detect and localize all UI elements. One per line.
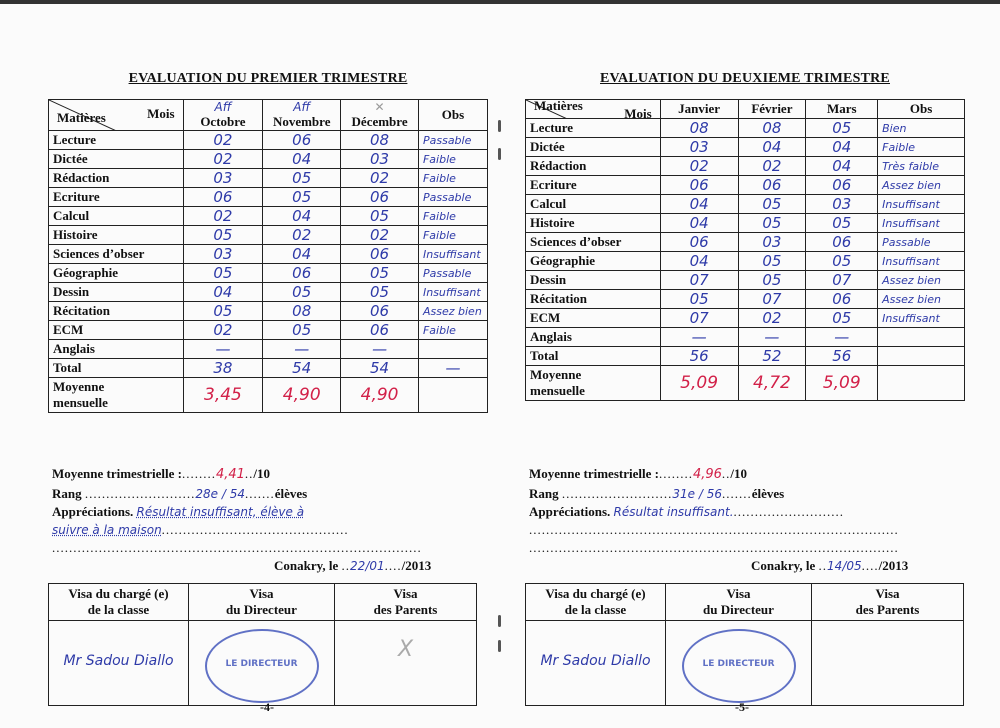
grade-cell: 04 — [660, 252, 738, 271]
table-row — [49, 283, 488, 302]
grade-cell: 07 — [806, 271, 878, 290]
grade-cell: 06 — [263, 131, 341, 150]
subject-label: Dictée — [49, 150, 184, 169]
subject-label: Rédaction — [49, 169, 184, 188]
grade-cell: 04 — [183, 283, 263, 302]
obs-cell: Passable — [878, 233, 965, 252]
grade-cell: 05 — [183, 226, 263, 245]
month-mark: ✕ — [374, 100, 385, 114]
visa-table — [525, 583, 964, 706]
grade-cell: 05 — [738, 214, 806, 233]
grade-cell: 03 — [738, 233, 806, 252]
parent-signature: X — [335, 621, 477, 706]
binder-mark — [498, 615, 501, 627]
moyenne-row: Moyenne mensuelle 5,09 4,72 5,09 — [526, 366, 965, 401]
grade-cell: 04 — [738, 138, 806, 157]
month-header: Aff Octobre — [183, 100, 263, 131]
grade-cell: 05 — [341, 264, 419, 283]
subject-label: Lecture — [49, 131, 184, 150]
obs-cell: Bien — [878, 119, 965, 138]
binder-mark — [498, 640, 501, 652]
grade-cell: 02 — [183, 150, 263, 169]
grade-cell: 06 — [183, 188, 263, 207]
grade-cell: 05 — [263, 283, 341, 302]
obs-header: Obs — [878, 100, 965, 119]
table-row — [526, 157, 965, 176]
subject-label: Rédaction — [526, 157, 661, 176]
section-title: EVALUATION DU PREMIER TRIMESTRE — [128, 71, 408, 86]
matieres-label: Matières — [534, 99, 583, 113]
header-diagonal-cell — [49, 100, 184, 131]
grade-cell: 05 — [738, 252, 806, 271]
obs-cell: Passable — [418, 131, 487, 150]
grade-cell: 05 — [263, 169, 341, 188]
obs-cell: Passable — [418, 188, 487, 207]
page-number: -5- — [735, 700, 749, 714]
grade-cell: 05 — [806, 214, 878, 233]
grade-cell: 03 — [183, 245, 263, 264]
grade-rows — [526, 119, 965, 347]
obs-cell: Assez bien — [878, 290, 965, 309]
matieres-label: Matières — [57, 110, 106, 125]
appreciations-line2: suivre à la maison............................................ — [52, 522, 349, 537]
table-row — [526, 195, 965, 214]
subject-label: Histoire — [526, 214, 661, 233]
subject-label: Histoire — [49, 226, 184, 245]
grade-cell: 03 — [341, 150, 419, 169]
visa-teacher-header: Visa du chargé (e) de la classe — [526, 584, 666, 621]
table-row — [49, 302, 488, 321]
rang: Rang ..........................31e / 56.......élèves — [529, 486, 785, 501]
grade-cell: 05 — [738, 195, 806, 214]
mois-label: Mois — [147, 106, 175, 121]
subject-label: Dessin — [526, 271, 661, 290]
visa-director-header: Visa du Directeur — [189, 584, 335, 621]
appreciations: Appréciations. Résultat insuffisant........................... — [529, 504, 845, 519]
table-row — [49, 340, 488, 359]
binder-mark — [498, 120, 501, 132]
grade-cell: 05 — [263, 321, 341, 340]
mois-label: Mois — [624, 106, 652, 119]
subject-label: Ecriture — [49, 188, 184, 207]
subject-label: Récitation — [49, 302, 184, 321]
grade-cell: 02 — [738, 157, 806, 176]
grade-cell: 06 — [341, 302, 419, 321]
obs-cell: Faible — [418, 207, 487, 226]
moyenne-trimestrielle: Moyenne trimestrielle :........4,41../10 — [52, 466, 271, 482]
grade-cell: 04 — [806, 138, 878, 157]
grade-cell: 06 — [806, 176, 878, 195]
obs-cell: Très faible — [878, 157, 965, 176]
grade-cell: 05 — [738, 271, 806, 290]
page-left — [48, 0, 488, 728]
subject-label: Géographie — [526, 252, 661, 271]
moyenne-row: Moyenne mensuelle 3,45 4,90 4,90 — [49, 378, 488, 413]
grade-cell: — — [660, 328, 738, 347]
date: Conakry, le ..22/01..../2013 — [274, 558, 432, 573]
table-row — [526, 176, 965, 195]
grade-cell: 06 — [660, 233, 738, 252]
grade-cell: 02 — [183, 321, 263, 340]
grade-cell: 08 — [738, 119, 806, 138]
rang: Rang ..........................28e / 54.......élèves — [52, 486, 308, 501]
appreciations: Appréciations. Résultat insuffisant, élève à — [52, 504, 305, 519]
grade-cell: — — [341, 340, 419, 359]
subject-label: Anglais — [49, 340, 184, 359]
table-row — [49, 321, 488, 340]
grade-cell: 02 — [183, 207, 263, 226]
subject-label: Récitation — [526, 290, 661, 309]
grade-cell: 08 — [263, 302, 341, 321]
table-row — [49, 150, 488, 169]
page-right — [525, 0, 965, 728]
obs-cell: Insuffisant — [418, 245, 487, 264]
grade-cell: 08 — [341, 131, 419, 150]
obs-cell: Faible — [418, 321, 487, 340]
obs-cell: Insuffisant — [418, 283, 487, 302]
binder-mark — [498, 148, 501, 160]
obs-cell: Assez bien — [878, 176, 965, 195]
subject-label: Sciences d’obser — [49, 245, 184, 264]
month-header: Février — [738, 100, 806, 119]
total-row: Total 38 54 54 — — [49, 359, 488, 378]
dotted-line: ....................................................................................... — [52, 540, 422, 555]
grade-cell: 07 — [660, 271, 738, 290]
subject-label: Anglais — [526, 328, 661, 347]
table-row — [526, 328, 965, 347]
obs-cell: Insuffisant — [878, 309, 965, 328]
grade-cell: 02 — [660, 157, 738, 176]
grade-cell: 02 — [341, 169, 419, 188]
obs-cell: Assez bien — [418, 302, 487, 321]
table-row — [526, 290, 965, 309]
grade-cell: 06 — [341, 321, 419, 340]
month-header: Mars — [806, 100, 878, 119]
grade-cell: 06 — [738, 176, 806, 195]
grade-cell: — — [183, 340, 263, 359]
grade-cell: 04 — [660, 214, 738, 233]
obs-cell — [418, 340, 487, 359]
grade-cell: 05 — [183, 264, 263, 283]
grade-cell: 07 — [660, 309, 738, 328]
subject-label: Calcul — [49, 207, 184, 226]
grade-cell: 06 — [806, 290, 878, 309]
table-row — [49, 207, 488, 226]
obs-cell: Insuffisant — [878, 195, 965, 214]
obs-cell: Passable — [418, 264, 487, 283]
obs-header: Obs — [418, 100, 487, 131]
grade-cell: 05 — [660, 290, 738, 309]
grade-cell: 03 — [183, 169, 263, 188]
teacher-signature: Mr Sadou Diallo — [49, 621, 189, 706]
grade-cell: 05 — [806, 252, 878, 271]
subject-label: Dictée — [526, 138, 661, 157]
grade-cell: 04 — [263, 207, 341, 226]
header-diagonal-cell — [526, 100, 661, 119]
obs-cell: Faible — [878, 138, 965, 157]
table-row — [49, 131, 488, 150]
subject-label: ECM — [49, 321, 184, 340]
page-number: -4- — [260, 700, 274, 714]
dotted-line: ....................................................................................... — [529, 540, 899, 555]
grade-cell: — — [738, 328, 806, 347]
visa-parents-header: Visa des Parents — [335, 584, 477, 621]
subject-label: Ecriture — [526, 176, 661, 195]
grade-cell: 02 — [341, 226, 419, 245]
table-row — [526, 214, 965, 233]
obs-cell — [878, 328, 965, 347]
parent-signature — [812, 621, 964, 706]
month-header: ✕ Décembre — [341, 100, 419, 131]
month-mark: Aff — [293, 100, 311, 114]
grade-cell: 06 — [263, 264, 341, 283]
table-row — [49, 226, 488, 245]
grade-cell: 03 — [660, 138, 738, 157]
obs-cell: Faible — [418, 150, 487, 169]
grades-table — [48, 99, 488, 413]
subject-label: Lecture — [526, 119, 661, 138]
grade-cell: 02 — [183, 131, 263, 150]
grade-cell: 06 — [806, 233, 878, 252]
grade-cell: 03 — [806, 195, 878, 214]
table-row — [49, 188, 488, 207]
subject-label: Sciences d’obser — [526, 233, 661, 252]
obs-cell: Insuffisant — [878, 252, 965, 271]
subject-label: Géographie — [49, 264, 184, 283]
grade-rows — [49, 131, 488, 359]
date: Conakry, le ..14/05..../2013 — [751, 558, 909, 573]
grade-cell: 05 — [806, 309, 878, 328]
appreciations-line2: ....................................................................................... — [529, 522, 899, 537]
month-header: Aff Novembre — [263, 100, 341, 131]
obs-cell: Assez bien — [878, 271, 965, 290]
subject-label: Dessin — [49, 283, 184, 302]
table-row — [526, 119, 965, 138]
grade-cell: 06 — [341, 245, 419, 264]
table-row — [526, 309, 965, 328]
grade-cell: 07 — [738, 290, 806, 309]
grade-cell: — — [263, 340, 341, 359]
obs-cell: Faible — [418, 169, 487, 188]
grade-cell: 05 — [263, 188, 341, 207]
teacher-signature: Mr Sadou Diallo — [526, 621, 666, 706]
subject-label: ECM — [526, 309, 661, 328]
grade-cell: 02 — [263, 226, 341, 245]
director-stamp: LE DIRECTEUR — [189, 621, 335, 706]
director-stamp: LE DIRECTEUR — [666, 621, 812, 706]
grade-cell: 05 — [341, 207, 419, 226]
grade-cell: 04 — [806, 157, 878, 176]
visa-parents-header: Visa des Parents — [812, 584, 964, 621]
table-row — [49, 264, 488, 283]
grade-cell: 02 — [738, 309, 806, 328]
grade-cell: 05 — [341, 283, 419, 302]
grade-cell: 04 — [263, 245, 341, 264]
grade-cell: 04 — [263, 150, 341, 169]
obs-cell: Faible — [418, 226, 487, 245]
month-header: Janvier — [660, 100, 738, 119]
month-mark: Aff — [214, 100, 232, 114]
table-row — [49, 245, 488, 264]
grade-cell: 05 — [806, 119, 878, 138]
table-row — [526, 252, 965, 271]
visa-director-header: Visa du Directeur — [666, 584, 812, 621]
table-row — [526, 138, 965, 157]
total-row: Total 56 52 56 — [526, 347, 965, 366]
table-row — [526, 271, 965, 290]
visa-table — [48, 583, 477, 706]
grade-cell: 06 — [341, 188, 419, 207]
grade-cell: 06 — [660, 176, 738, 195]
moyenne-trimestrielle: Moyenne trimestrielle :........4,96../10 — [529, 466, 748, 482]
visa-teacher-header: Visa du chargé (e) de la classe — [49, 584, 189, 621]
subject-label: Calcul — [526, 195, 661, 214]
grade-cell: 04 — [660, 195, 738, 214]
grade-cell: — — [806, 328, 878, 347]
grade-cell: 05 — [183, 302, 263, 321]
table-row — [526, 233, 965, 252]
section-title: EVALUATION DU DEUXIEME TRIMESTRE — [600, 71, 890, 86]
obs-cell: Insuffisant — [878, 214, 965, 233]
grade-cell: 08 — [660, 119, 738, 138]
table-row — [49, 169, 488, 188]
grades-table — [525, 99, 965, 401]
